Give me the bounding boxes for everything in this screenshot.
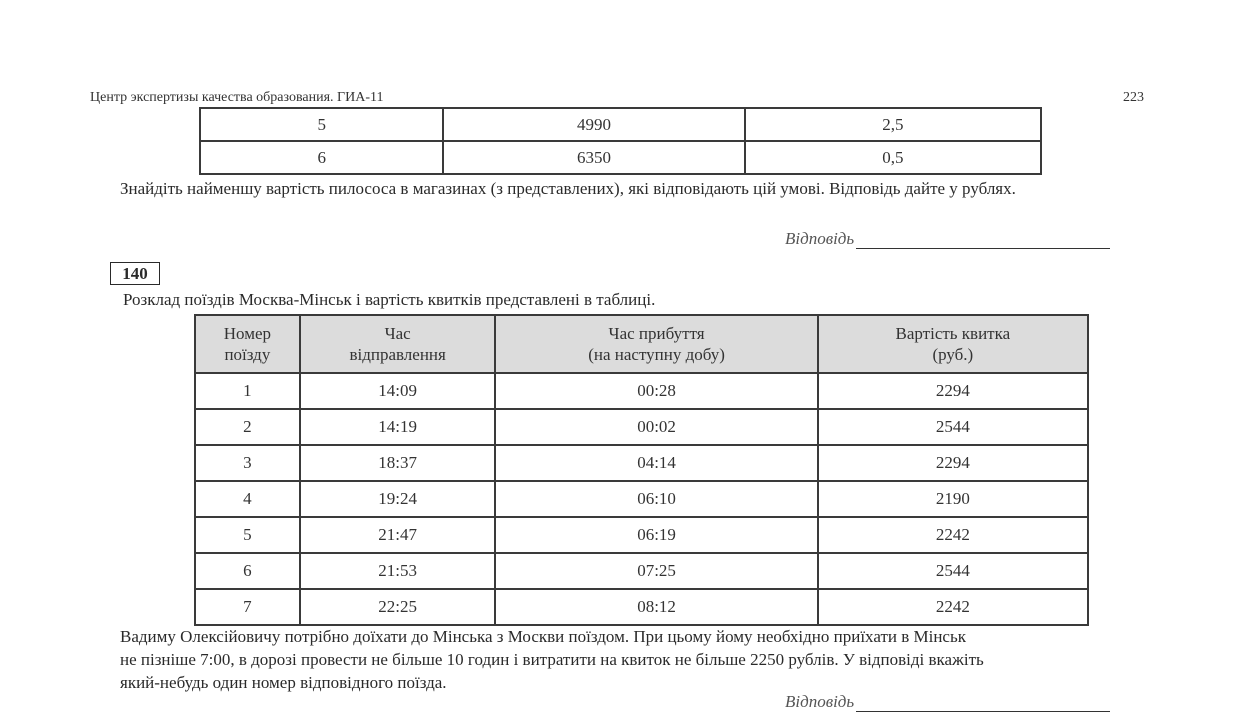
- table-cell: 06:19: [495, 517, 817, 553]
- table-row: [195, 553, 1088, 589]
- answer-line[interactable]: [856, 695, 1110, 712]
- table-row: [195, 409, 1088, 445]
- table-cell: 2544: [818, 409, 1088, 445]
- table-cell: 2544: [818, 553, 1088, 589]
- text-line: який-небудь один номер відповідного поїзда.: [120, 673, 447, 692]
- train-schedule-table: [194, 314, 1089, 626]
- text-line: Вадиму Олексійовичу потрібно доїхати до Мінська з Москви поїздом. При цьому йому необхідно приїхати в Мінськ: [120, 627, 966, 646]
- table-cell: 6: [195, 553, 300, 589]
- table-row: [195, 481, 1088, 517]
- table-cell: 19:24: [300, 481, 496, 517]
- table-cell: 0,5: [745, 141, 1041, 174]
- table-cell: 2242: [818, 589, 1088, 625]
- task-question-text: Знайдіть найменшу вартість пилососа в магазинах (з представлених), які відповідають цій умові. Відповідь дайте у рублях.: [120, 179, 1016, 198]
- column-header-arrival: Час прибуття (на наступну добу): [495, 315, 817, 373]
- table-row: [200, 141, 1041, 174]
- table-cell: 6: [200, 141, 443, 174]
- table-row: [200, 108, 1041, 141]
- table-cell: 08:12: [495, 589, 817, 625]
- table-cell: 14:19: [300, 409, 496, 445]
- table-cell: 2242: [818, 517, 1088, 553]
- table-cell: 22:25: [300, 589, 496, 625]
- table-cell: 00:28: [495, 373, 817, 409]
- answer-label: Відповідь: [785, 229, 855, 248]
- table-cell: 7: [195, 589, 300, 625]
- answer-field[interactable]: [785, 692, 1110, 712]
- column-header-departure: Час відправлення: [300, 315, 496, 373]
- table-cell: 14:09: [300, 373, 496, 409]
- column-header-price: Вартість квитка (руб.): [818, 315, 1088, 373]
- table-cell: 1: [195, 373, 300, 409]
- table-cell: 4990: [443, 108, 744, 141]
- answer-field[interactable]: [785, 229, 1110, 249]
- task-intro-text: Розклад поїздів Москва-Мінськ і вартість квитків представлені в таблиці.: [123, 290, 656, 309]
- table-cell: 00:02: [495, 409, 817, 445]
- table-cell: 4: [195, 481, 300, 517]
- table-row: [195, 373, 1088, 409]
- table-cell: 3: [195, 445, 300, 481]
- previous-task-table: [199, 107, 1042, 175]
- table-cell: 5: [200, 108, 443, 141]
- table-cell: 06:10: [495, 481, 817, 517]
- table-row: [195, 517, 1088, 553]
- answer-label: Відповідь: [785, 692, 855, 711]
- answer-line[interactable]: [856, 232, 1110, 249]
- table-cell: 07:25: [495, 553, 817, 589]
- text-line: не пізніше 7:00, в дорозі провести не більше 10 годин і витратити на квиток не більше 2250 рублів. У відповіді вкажіть: [120, 650, 984, 669]
- table-cell: 21:47: [300, 517, 496, 553]
- table-row: [195, 445, 1088, 481]
- table-cell: 18:37: [300, 445, 496, 481]
- column-header-train-number: Номер поїзду: [195, 315, 300, 373]
- table-cell: 2,5: [745, 108, 1041, 141]
- task-condition-text: [120, 625, 1120, 694]
- page-number: 223: [1123, 90, 1144, 105]
- running-header: Центр экспертизы качества образования. ГИА-11: [90, 90, 384, 105]
- table-cell: 5: [195, 517, 300, 553]
- table-cell: 2294: [818, 373, 1088, 409]
- table-cell: 21:53: [300, 553, 496, 589]
- table-cell: 2294: [818, 445, 1088, 481]
- table-cell: 6350: [443, 141, 744, 174]
- task-number-badge: 140: [110, 262, 160, 285]
- table-header-row: [195, 315, 1088, 373]
- table-row: [195, 589, 1088, 625]
- table-cell: 2190: [818, 481, 1088, 517]
- table-cell: 2: [195, 409, 300, 445]
- table-cell: 04:14: [495, 445, 817, 481]
